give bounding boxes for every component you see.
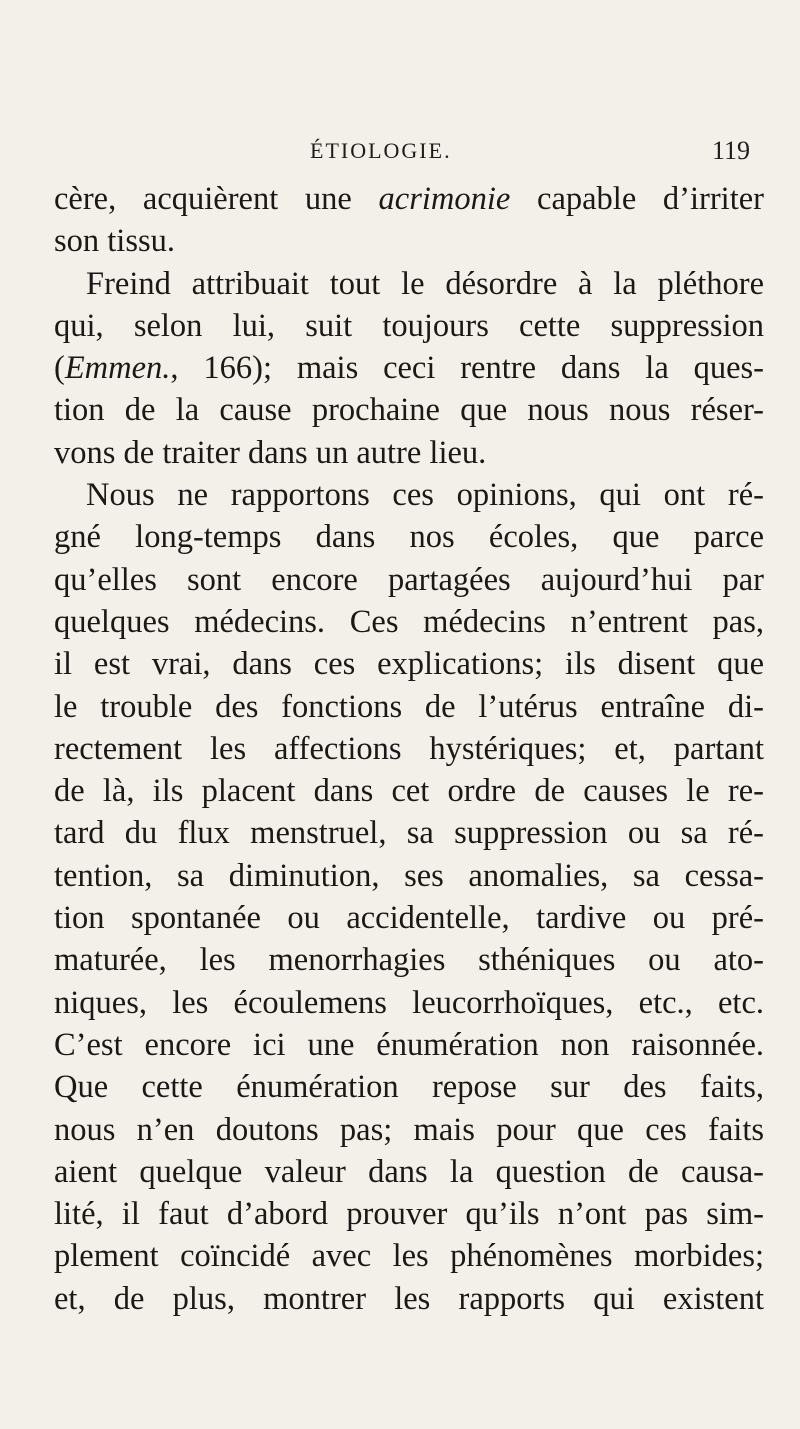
text-line: nous n’en doutons pas; mais pour que ces faits (54, 1111, 764, 1148)
text-line: il est vrai, dans ces explications; ils disent que (54, 646, 764, 683)
text-line: gné long-temps dans nos écoles, que parce (54, 519, 764, 556)
text-line: rectement les affections hystériques; et, partant (54, 730, 764, 767)
text-line: plement coïncidé avec les phénomènes morbides; (54, 1238, 764, 1275)
text-line: (Emmen., 166); mais ceci rentre dans la ques- (54, 350, 764, 387)
text-line: cère, acquièrent une acrimonie capable d’irriter (54, 181, 764, 217)
text-line: qu’elles sont encore partagées aujourd’hui par (54, 561, 764, 598)
text-line: vons de traiter dans un autre lieu. (54, 434, 487, 471)
page-number: 119 (712, 136, 751, 165)
text-line: son tissu. (54, 223, 176, 260)
text-line: quelques médecins. Ces médecins n’entrent pas, (54, 603, 764, 640)
text-line: tion spontanée ou accidentelle, tardive ou pré- (54, 900, 764, 937)
text-line: Que cette énumération repose sur des faits, (54, 1069, 764, 1106)
text-line: niques, les écoulemens leucorrhoïques, etc., etc. (54, 984, 764, 1021)
running-title: ÉTIOLOGIE. (310, 138, 452, 163)
text-line: tention, sa diminution, ses anomalies, sa cessa- (54, 857, 764, 894)
text-line: lité, il faut d’abord prouver qu’ils n’ont pas sim- (54, 1196, 764, 1233)
text-line: C’est encore ici une énumération non raisonnée. (54, 1026, 764, 1063)
text-line: le trouble des fonctions de l’utérus entraîne di- (54, 688, 764, 725)
text-line: de là, ils placent dans cet ordre de causes le re- (54, 773, 764, 810)
text-line: tion de la cause prochaine que nous nous réser- (54, 392, 764, 429)
text-line: et, de plus, montrer les rapports qui existent (54, 1280, 764, 1317)
text-line: tard du flux menstruel, sa suppression ou sa ré- (54, 815, 764, 852)
page-header (0, 138, 800, 172)
body-text (54, 178, 764, 1320)
text-line: aient quelque valeur dans la question de causa- (54, 1153, 764, 1190)
text-line: maturée, les menorrhagies sthéniques ou ato- (54, 942, 764, 979)
text-line: qui, selon lui, suit toujours cette suppression (54, 307, 764, 344)
text-line: Freind attribuait tout le désordre à la pléthore (86, 265, 764, 302)
text-line: Nous ne rapportons ces opinions, qui ont ré- (86, 477, 764, 514)
